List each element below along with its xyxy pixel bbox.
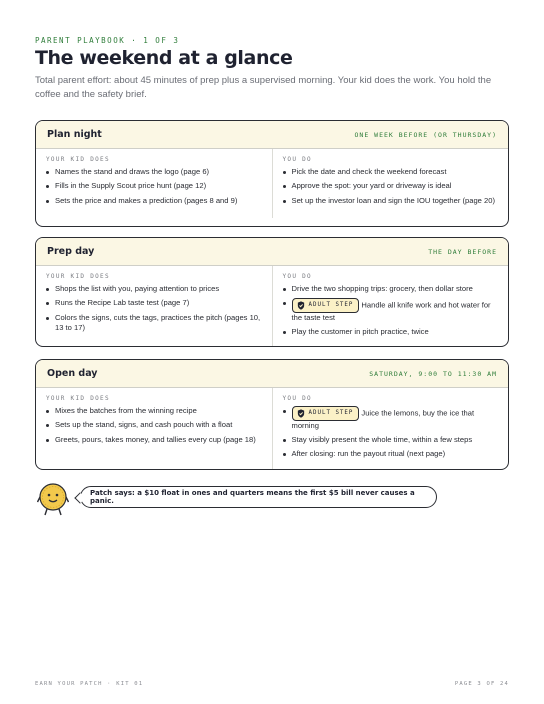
kid-column-label: YOUR KID DOES: [46, 273, 110, 280]
list-item: [283, 298, 499, 323]
kid-column-label: YOUR KID DOES: [46, 395, 110, 402]
parent-column-label: YOU DO: [282, 273, 312, 280]
parent-column-label: YOU DO: [282, 156, 312, 163]
tip-text: Patch says: a $10 float in ones and quarters means the first $5 bill never causes a panic.: [90, 489, 415, 505]
parent-column: [272, 388, 509, 470]
adult-step-badge: [292, 406, 360, 421]
list-item: Sets the price and makes a prediction (pages 8 and 9): [46, 196, 262, 207]
list-item: After closing: run the payout ritual (next page): [283, 449, 499, 460]
parent-column: [272, 149, 509, 218]
list-item: Pick the date and check the weekend forecast: [283, 167, 499, 178]
shield-check-icon: [297, 409, 305, 418]
list-item: Play the customer in pitch practice, twice: [283, 327, 499, 338]
list-item: [283, 406, 499, 431]
footer-page-number: PAGE 3 OF 24: [454, 681, 509, 687]
footer-kit: EARN YOUR PATCH · KIT 01: [35, 681, 144, 687]
kid-column: [36, 149, 272, 218]
adult-step-label: ADULT STEP: [308, 410, 354, 416]
list-item: Runs the Recipe Lab taste test (page 7): [46, 298, 262, 309]
list-item: Approve the spot: your yard or driveway is ideal: [283, 181, 499, 192]
shield-check-icon: [297, 301, 305, 310]
list-item: Sets up the stand, signs, and cash pouch with a float: [46, 420, 262, 431]
parent-column-label: YOU DO: [282, 395, 312, 402]
kid-column: [36, 266, 272, 347]
adult-step-label: ADULT STEP: [308, 302, 354, 309]
card-timing: THE DAY BEFORE: [428, 247, 497, 256]
parent-column: [272, 266, 509, 347]
list-item: Colors the signs, cuts the tags, practices the pitch (pages 10, 13 to 17): [46, 313, 262, 334]
list-item: Fills in the Supply Scout price hunt (page 12): [46, 181, 262, 192]
card-plan-night: [35, 120, 509, 227]
kid-column-label: YOUR KID DOES: [46, 156, 110, 163]
page-title: The weekend at a glance: [35, 47, 293, 69]
list-item-text: Juice the lemons, buy the ice that morning: [291, 408, 475, 430]
adult-step-badge: [292, 298, 360, 313]
card-title: Plan night: [47, 129, 102, 140]
tip-bubble: [80, 486, 437, 508]
card-timing: SATURDAY, 9:00 TO 11:30 AM: [369, 369, 497, 378]
card-open-day: [35, 359, 509, 470]
list-item: Names the stand and draws the logo (page 6): [46, 167, 262, 178]
list-item: Drive the two shopping trips: grocery, then dollar store: [283, 284, 499, 295]
kid-column: [36, 388, 272, 470]
card-prep-day: [35, 237, 509, 347]
list-item-text: Handle all knife work and hot water for the taste test: [291, 300, 491, 322]
card-title: Open day: [47, 368, 98, 379]
mascot-coin-icon: [37, 482, 69, 516]
list-item: Mixes the batches from the winning recipe: [46, 406, 262, 417]
card-title: Prep day: [47, 246, 95, 257]
page-subtitle: Total parent effort: about 45 minutes of prep plus a supervised morning. Your kid does the work. You hold the coffee and the safety brief.: [35, 75, 492, 100]
card-header: [36, 121, 508, 149]
list-item: Greets, pours, takes money, and tallies every cup (page 18): [46, 435, 262, 446]
list-item: Set up the investor loan and sign the IOU together (page 20): [283, 196, 499, 207]
card-header: [36, 360, 508, 388]
card-timing: ONE WEEK BEFORE (OR THURSDAY): [354, 130, 497, 139]
mascot-tip: [37, 482, 437, 514]
list-item: Shops the list with you, paying attention to prices: [46, 284, 262, 295]
list-item: Stay visibly present the whole time, within a few steps: [283, 435, 499, 446]
page-eyebrow: PARENT PLAYBOOK · 1 OF 3: [35, 36, 180, 45]
card-header: [36, 238, 508, 266]
